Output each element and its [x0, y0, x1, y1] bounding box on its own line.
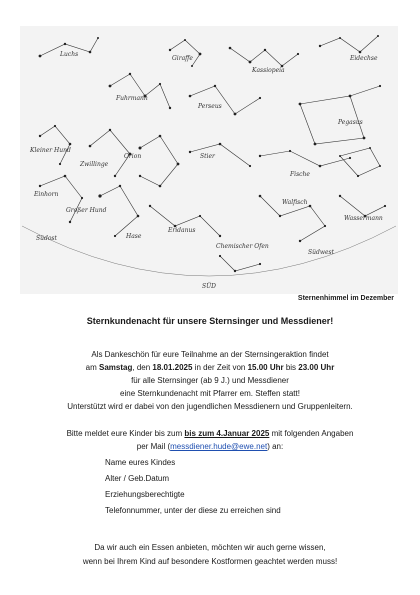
label-fische: Fische — [290, 171, 310, 178]
text-line-5: Unterstützt wird er dabei von den jugendlichen Messdienern und Gruppenleitern. — [67, 402, 353, 411]
text-line-2-c: , den — [132, 363, 153, 372]
deadline: bis zum 4.Januar 2025 — [184, 429, 270, 438]
label-giraffe: Giraffe — [172, 55, 193, 62]
date-weekday: Samstag — [99, 363, 133, 372]
end-time: 23.00 Uhr — [298, 363, 335, 372]
label-orion: Orion — [124, 153, 142, 160]
list-item: Name eures Kindes — [105, 458, 176, 467]
label-eidechse: Eidechse — [350, 55, 378, 62]
label-pegasus: Pegasus — [338, 119, 363, 126]
label-stier: Stier — [200, 153, 215, 160]
list-item: Erziehungsberechtigte — [105, 490, 185, 499]
label-suedwest: Südwest — [308, 249, 334, 256]
text-line-2-a: am — [85, 363, 100, 372]
text-line-6-a: Bitte meldet eure Kinder bis zum — [66, 429, 185, 438]
text-line-1: Als Dankeschön für eure Teilnahme an der Sternsingeraktion findet — [91, 350, 329, 359]
text-line-6-c: mit folgenden Angaben — [269, 429, 354, 438]
label-perseus: Perseus — [198, 103, 222, 110]
image-caption: Sternenhimmel im Dezember — [297, 295, 394, 302]
label-luchs: Luchs — [60, 51, 79, 58]
label-eridanus: Eridanus — [168, 227, 196, 234]
text-line-9: wenn bei Ihrem Kind auf besondere Kostformen geachtet werden muss! — [82, 557, 338, 566]
text-line-2-g: bis — [283, 363, 299, 372]
label-fuhrmann: Fuhrmann — [116, 95, 148, 102]
text-line-7-c: ) an: — [267, 442, 284, 451]
label-suedost: Südost — [36, 235, 57, 242]
event-date: 18.01.2025 — [152, 363, 193, 372]
text-line-4: eine Sternkundenacht mit Pfarrer em. Steffen statt! — [120, 389, 300, 398]
label-hase: Hase — [126, 233, 142, 240]
text-line-2-e: in der Zeit von — [192, 363, 248, 372]
text-line-8: Da wir auch ein Essen anbieten, möchten wir auch gerne wissen, — [94, 543, 326, 552]
text-line-7 — [0, 442, 420, 452]
star-map-drawing — [20, 26, 398, 294]
label-zwillinge: Zwillinge — [80, 161, 109, 168]
list-item: Alter / Geb.Datum — [105, 474, 170, 483]
email-link[interactable]: messdiener.hude@ewe.net — [170, 442, 268, 451]
text-line-6 — [0, 429, 420, 439]
text-line-2 — [0, 363, 420, 373]
label-walfisch: Walfisch — [282, 199, 308, 206]
label-einhorn: Einhorn — [34, 191, 59, 198]
star-map-image — [20, 26, 398, 294]
label-grosser-hund: Großer Hund — [66, 207, 107, 214]
page-title: Sternkundenacht für unsere Sternsinger und Messdiener! — [86, 316, 334, 326]
label-kleiner-hund: Kleiner Hund — [30, 147, 71, 154]
label-chemischer-ofen: Chemischer Ofen — [216, 243, 269, 250]
text-line-3: für alle Sternsinger (ab 9 J.) und Messdiener — [131, 376, 289, 385]
label-wassermann: Wassermann — [344, 215, 383, 222]
text-line-7-a: per Mail ( — [136, 442, 171, 451]
list-item: Telefonnummer, unter der diese zu erreichen sind — [105, 506, 281, 515]
label-sued: SÜD — [202, 283, 216, 290]
start-time: 15.00 Uhr — [247, 363, 284, 372]
label-kassiopeia: Kassiopeia — [252, 67, 285, 74]
